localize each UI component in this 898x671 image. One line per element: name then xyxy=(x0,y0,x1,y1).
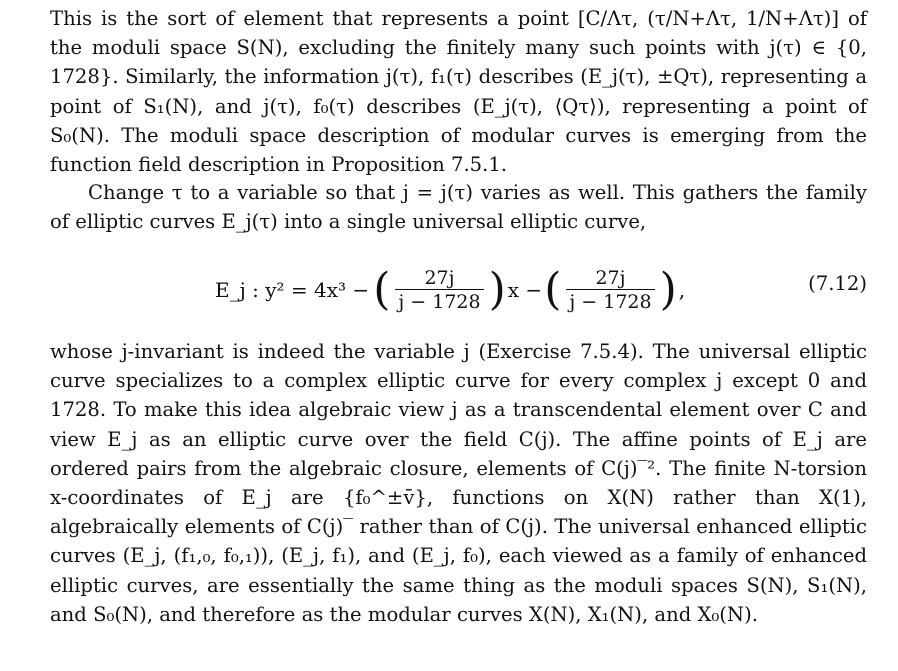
left-paren-2: ( xyxy=(544,264,562,315)
equation-7-12 xyxy=(50,250,867,330)
fraction-2 xyxy=(566,267,654,314)
right-paren-2: ) xyxy=(659,264,677,315)
paragraph-universal-curve-intro: Change τ to a variable so that j = j(τ) varies as well. This gathers the family of elliptic curves E_j(τ) into a single universal elliptic curve, xyxy=(50,181,867,234)
equation-number: (7.12) xyxy=(808,272,867,295)
fraction-1-numerator: 27j xyxy=(424,266,455,289)
fraction-1 xyxy=(395,267,483,314)
fraction-2-denominator: j − 1728 xyxy=(566,289,654,314)
paragraph-moduli-points: This is the sort of element that represents a point [C/Λτ, (τ/N+Λτ, 1/N+Λτ)] of the moduli space S(N), excluding the finitely many such points with j(τ) ∈ {0, 1728}. Similarly, the information j(τ), f₁(τ) describes (E_j(τ), ±Qτ), representing a point of S₁(N), and j(τ), f₀(τ) describes (E_j(τ), ⟨Qτ⟩), representing a point of S₀(N). The moduli space description of modular curves is emerging from the function field description in Proposition 7.5.1. xyxy=(50,7,867,177)
paragraph-algebraic-view: whose j-invariant is indeed the variable j (Exercise 7.5.4). The universal elliptic curve specializes to a complex elliptic curve for every complex j except 0 and 1728. To make this idea algebraic view j as a transcendental element over C and view E_j as an elliptic curve over the field C(j). The affine points of E_j are ordered pairs from the algebraic closure, elements of C(j)‾². The finite N-torsion x-coordinates of E_j are {f₀^±v̄}, functions on X(N) rather than X(1), algebraically elements of C(j)‾ rather than of C(j). The universal enhanced elliptic curves (E_j, (f₁,₀, f₀,₁)), (E_j, f₁), and (E_j, f₀), each viewed as a family of enhanced elliptic curves, are essentially the same thing as the moduli spaces S(N), S₁(N), and S₀(N), and therefore as the modular curves X(N), X₁(N), and X₀(N). xyxy=(50,340,867,626)
left-paren: ( xyxy=(373,264,391,315)
fraction-1-denominator: j − 1728 xyxy=(395,289,483,314)
equation-middle: x − xyxy=(507,278,543,302)
equation-body xyxy=(215,260,685,320)
right-paren: ) xyxy=(488,264,506,315)
fraction-2-numerator: 27j xyxy=(595,266,626,289)
equation-lhs: E_j : y² = 4x³ − xyxy=(215,278,370,302)
equation-end: , xyxy=(678,278,686,302)
